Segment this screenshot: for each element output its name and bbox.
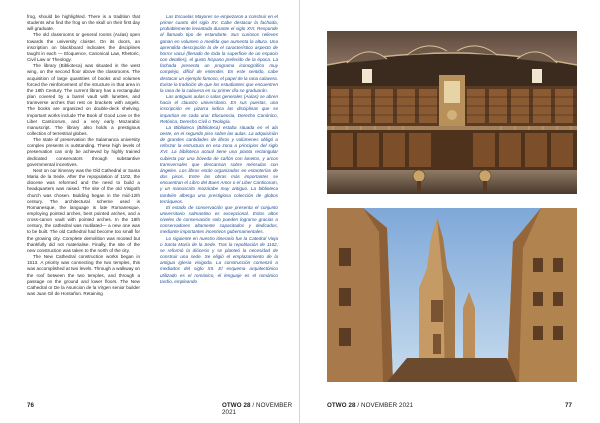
library-illustration bbox=[327, 31, 577, 194]
issue-date: / NOVEMBER 2021 bbox=[357, 402, 414, 409]
english-paragraph: The New Cathedral construction works began in 1513. A priority was connecting the two temples, this was accomplished at two levels. Through a walkway on the roof between the two temples, and through a passage on the ground and lower floors. The New Cathedral or De la Asuncion de la Virgen senior builder was Juan Gil de Hontañon. Retaining bbox=[27, 254, 140, 297]
spanish-paragraph: El estado de conservación que presenta el conjunto universitario salmantino es excepcional. Estos altos niveles de conservación solo pueden lograrse gracias a conservadores altamente capacitados y dedicados, mediante importantes incentivos gubernamentales. bbox=[160, 204, 278, 235]
cathedral-photo bbox=[327, 208, 577, 382]
spanish-paragraph: La Biblioteca (Biblioteca) estaba situada en el ala oeste, en el segundo piso sobre las aulas. La adquisición de grandes cantidades de libros y volúmenes obligó a reforzar la estructura en esa zona a principios del siglo XVI. La biblioteca actual tiene una planta rectangular cubierta por una bóveda de cañón con lunetos, y arcos transversales que descansan sobre ménsulas con ángeles. Los libros están organizados en estanterías de dos pisos. Entre las obras más importantes se encuentran el Libro del Buen Amor o el Liber Canticorum, y un manuscrito mozárabe muy antiguo. La biblioteca también alberga una prestigiosa colección de globos terráqueos. bbox=[160, 124, 278, 204]
page-number-right: 77 bbox=[565, 402, 573, 409]
spanish-paragraph: Lo siguiente en nuestro itinerario fue la Catedral Vieja o Santa María de la Sede. Tras la repoblación de 1102, se reformó la diócesis y se planteó la necesidad de construir una sede. Se eligió el emplazamiento de la antigua iglesia visigoda. La construcción comenzó a mediados del siglo XII. El esquema arquitectónico utilizado es el románico, el lenguaje es el románico tardío, empleando bbox=[160, 235, 278, 284]
footer-issue-right bbox=[327, 402, 413, 409]
english-text-column bbox=[27, 14, 140, 396]
issue-date: / NOVEMBER 2021 bbox=[222, 402, 293, 416]
english-paragraph: frog, should be highlighted. There is a tradition that students who find the frog on the skull on their first day will graduate. bbox=[27, 14, 140, 32]
magazine-name: OTWO 28 bbox=[327, 402, 356, 409]
english-paragraph: The old classrooms or general rooms (Aulas) open towards the university cloister. On its doors, an inscription on blackboard indicates the disciplines taught in each — Eloquence, Canonical Law, Rhetoric, Civil Law or Theology. bbox=[27, 32, 140, 63]
spanish-paragraph: Las antiguas aulas o salas generales (Aulas) se abren hacia el claustro universitario. En sus puertas, una inscripción en pizarra indica las disciplinas que se impartían en cada una: Elocuencia, Derecho Canónico, Retórica, Derecho Civil o Teología. bbox=[160, 94, 278, 124]
page-number-left: 76 bbox=[27, 402, 35, 409]
spanish-text-column bbox=[160, 14, 278, 396]
english-paragraph: Next on our itinerary was the Old Cathedral or Santa Maria de la Sede. After the repopulation of 1102, the diocese was reformed and the need to build a headquarters was raised. The site of the old Visigoth church was chosen. Building began in the mid-12th century. The architectural scheme used is Romanesque, the language is late Romanesque, employing pointed arches, bent pointed arches, and a cross-canon vault with pointed arches. In the 18th century, the cathedral was mutilated— a new one was to be built. The old Cathedral had become too small for the growing city. Complete demolition was mooted but thankfully did not materialise. Finally, the site of the new construction was taken to the north of the city. bbox=[27, 167, 140, 253]
library-photo bbox=[327, 31, 577, 194]
english-paragraph: The library (Biblioteca) was situated in the west wing, on the second floor above the classrooms. The acquisition of large quantities of books and volumes forced the reinforcement of the structure in that area in the 18th Century. The current library has a rectangular plan covered by a barrel vault with lunettes, and transverse arches that rest on brackets with angels. The books are organized on double-deck shelving. Important works include The Book of Good Love or the Liber Canticorum, and a very early Mozarabic manuscript. The library also holds a prestigious collection of terrestrial globes. bbox=[27, 63, 140, 136]
magazine-name: OTWO 28 bbox=[222, 402, 251, 409]
spanish-paragraph: Las Escuelas Mayores se empezaron a construir en el primer cuarto del siglo XV. Cabe destacar la fachada, probablemente levantada durante el siglo XVI. Responde al llamado tipo de estandarte. Sus curiosos relieves ganan en volumen a medida que aumenta la altura. Una aprendida descripción la de el característico aspecto de horror vacui (llenado de toda la superficie de un espacio con detalles), el gusto hispano preferido de la época. La fachada presenta un programa iconográfico muy complejo, difícil de entender. En este sentido, cabe destacar un ejemplo famoso, el papel de la rana calavera. Existe la tradición de que los estudiantes que encuentren la rana de la calavera en su primer día se graduarán. bbox=[160, 14, 278, 93]
cathedral-illustration bbox=[327, 208, 577, 382]
footer-issue-left bbox=[222, 402, 299, 416]
english-paragraph: The state of preservation the Salamanca university complex presents is outstanding. These high levels of preservation can only be achieved by highly trained dedicated conservators through substantive governmental incentives. bbox=[27, 137, 140, 167]
